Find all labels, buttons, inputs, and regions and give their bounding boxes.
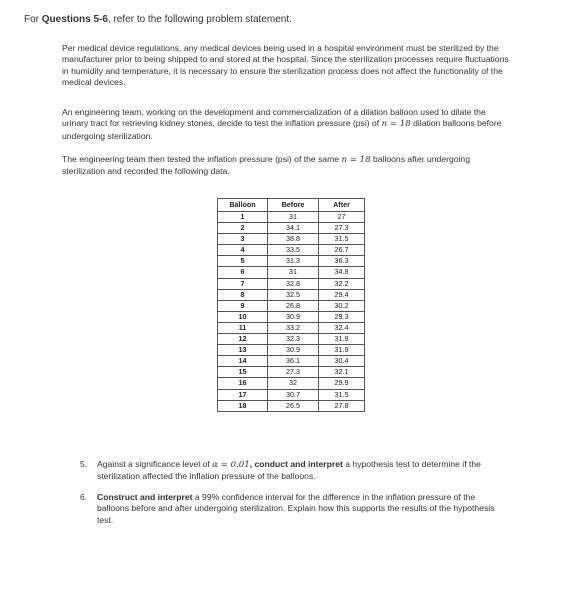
before-cell: 31 (268, 212, 319, 223)
after-cell: 27.3 (319, 223, 365, 234)
after-cell: 31.9 (319, 334, 365, 345)
table-row (218, 356, 365, 367)
balloon-cell: 5 (218, 256, 268, 267)
after-cell: 29.9 (319, 378, 365, 389)
balloon-cell: 3 (218, 234, 268, 245)
after-cell: 27 (319, 212, 365, 223)
table-row (218, 367, 365, 378)
before-cell: 33.5 (268, 245, 319, 256)
question-5-text (97, 459, 500, 483)
balloon-cell: 16 (218, 378, 268, 389)
section-heading (24, 14, 292, 25)
heading-bold: Questions 5-6 (41, 14, 108, 25)
question-6-text-after: a 99% confidence interval for the difference in the inflation pressure of the balloons before and after undergoing sterilization. Explain how this supports the results of the hypothesis test. (97, 492, 495, 525)
before-cell: 32.8 (268, 278, 319, 289)
sample-size-math: n = 18 (341, 155, 371, 165)
table-row (218, 300, 365, 311)
balloon-cell: 11 (218, 322, 268, 333)
balloon-cell: 6 (218, 267, 268, 278)
question-5-bold: , conduct and interpret (249, 459, 343, 469)
before-cell: 27.3 (268, 367, 319, 378)
balloon-cell: 15 (218, 367, 268, 378)
balloon-cell: 1 (218, 212, 268, 223)
after-cell: 31.9 (319, 345, 365, 356)
balloon-cell: 7 (218, 278, 268, 289)
before-cell: 34.1 (268, 223, 319, 234)
paragraph-3-text-before: The engineering team then tested the inflation pressure (psi) of the same (62, 154, 342, 164)
table-row (218, 223, 365, 234)
table-header-row (218, 199, 365, 212)
before-cell: 30.9 (268, 311, 319, 322)
alpha-math: α = 0.01 (212, 460, 250, 470)
balloon-cell: 13 (218, 345, 268, 356)
balloon-cell: 14 (218, 356, 268, 367)
paragraph-2-text-after: dilation balloons before undergoing sterilization. (62, 118, 502, 141)
after-cell: 31.5 (319, 234, 365, 245)
table-row (218, 334, 365, 345)
question-5-text-before: Against a significance level of (97, 459, 213, 469)
question-6 (80, 492, 500, 526)
after-cell: 34.8 (319, 267, 365, 278)
after-cell: 30.2 (319, 300, 365, 311)
before-cell: 26.8 (268, 300, 319, 311)
before-cell: 31 (268, 267, 319, 278)
balloon-cell: 9 (218, 300, 268, 311)
balloon-cell: 10 (218, 311, 268, 322)
before-cell: 32 (268, 378, 319, 389)
sample-size-math: n = 18 (381, 119, 411, 130)
balloon-cell: 2 (218, 223, 268, 234)
table-row (218, 400, 365, 411)
question-5-number: 5. (80, 459, 88, 469)
after-cell: 29.3 (319, 311, 365, 322)
before-cell: 33.2 (268, 322, 319, 333)
before-cell: 31.3 (268, 256, 319, 267)
before-cell: 30.7 (268, 389, 319, 400)
question-5 (80, 459, 500, 483)
question-5-text-after: a hypothesis test to determine if the sterilization affected the inflation pressure of the balloons. (97, 459, 481, 482)
balloon-cell: 8 (218, 289, 268, 300)
balloon-cell: 4 (218, 245, 268, 256)
table-row (218, 212, 365, 223)
heading-prefix: For (24, 14, 42, 25)
paragraph-3-text-after: balloons after undergoing sterilization and recorded the following data. (62, 154, 470, 177)
before-cell: 36.1 (268, 356, 319, 367)
header-after: After (319, 199, 365, 212)
table-row (218, 311, 365, 322)
paragraph-2-text-before: An engineering team, working on the development and commercialization of a dilation balloon used to dilate the urinary tract for retrieving kidney stones, decide to test the inflation pressure (psi) of (62, 107, 486, 129)
table-row (218, 389, 365, 400)
question-6-number: 6. (80, 492, 88, 502)
table-row (218, 278, 365, 289)
table-row (218, 245, 365, 256)
table-body (218, 212, 365, 412)
table-row (218, 256, 365, 267)
table-row (218, 267, 365, 278)
before-cell: 30.9 (268, 345, 319, 356)
problem-paragraph-2 (62, 107, 510, 142)
balloon-cell: 17 (218, 389, 268, 400)
after-cell: 27.8 (319, 400, 365, 411)
before-cell: 38.8 (268, 234, 319, 245)
pressure-data-table (217, 198, 365, 412)
after-cell: 30.4 (319, 356, 365, 367)
after-cell: 32.2 (319, 278, 365, 289)
heading-suffix: , refer to the following problem statement. (107, 14, 292, 25)
balloon-cell: 12 (218, 334, 268, 345)
after-cell: 31.5 (319, 389, 365, 400)
after-cell: 26.7 (319, 245, 365, 256)
question-6-text (97, 492, 500, 526)
after-cell: 29.4 (319, 289, 365, 300)
balloon-cell: 18 (218, 400, 268, 411)
after-cell: 32.4 (319, 322, 365, 333)
after-cell: 36.3 (319, 256, 365, 267)
problem-paragraph-3 (62, 154, 510, 178)
table-row (218, 378, 365, 389)
before-cell: 32.5 (268, 289, 319, 300)
header-before: Before (268, 199, 319, 212)
header-balloon: Balloon (218, 199, 268, 212)
table-row (218, 289, 365, 300)
after-cell: 32.1 (319, 367, 365, 378)
problem-paragraph-1: Per medical device regulations, any medical devices being used in a hospital environment must be sterilized by the manufacturer prior to being shipped to and stored at the hospital. Since the sterilization processes require fluctuations in humidity and temperature, it is necessary to ensure the sterilization process does not affect the functionality of the medical devices. (62, 43, 509, 87)
before-cell: 26.5 (268, 400, 319, 411)
before-cell: 32.3 (268, 334, 319, 345)
table-row (218, 345, 365, 356)
table-row (218, 234, 365, 245)
question-6-bold: Construct and interpret (97, 492, 193, 502)
table-row (218, 322, 365, 333)
